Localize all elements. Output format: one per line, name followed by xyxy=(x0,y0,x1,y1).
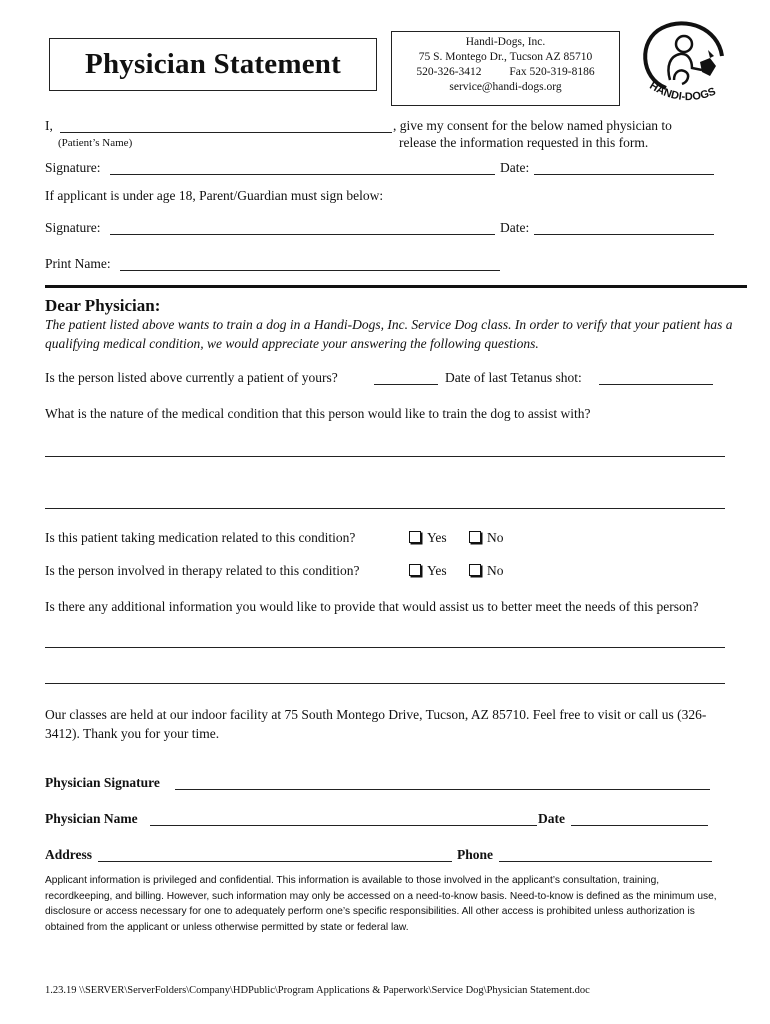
question-therapy: Is the person involved in therapy related to this condition? xyxy=(45,563,360,578)
condition-answer-line-2[interactable] xyxy=(45,508,725,509)
org-phones xyxy=(392,65,619,80)
question-additional: Is there any additional information you would like to provide that would assist us to better meet the needs of this person? xyxy=(45,599,699,614)
condition-answer-line-1[interactable] xyxy=(45,456,725,457)
question-medication: Is this patient taking medication related to this condition? xyxy=(45,530,356,545)
phone-label: Phone xyxy=(457,847,494,862)
physician-signature-line[interactable] xyxy=(175,789,710,790)
question-current-patient: Is the person listed above currently a patient of yours? xyxy=(45,370,338,385)
address-label: Address xyxy=(45,847,93,862)
current-patient-answer-line[interactable] xyxy=(374,384,438,385)
no-label: No xyxy=(487,530,504,545)
physician-name-label: Physician Name xyxy=(45,811,138,826)
guardian-date-label: Date: xyxy=(500,220,530,235)
yes-label: Yes xyxy=(427,563,447,578)
consent-prefix: I, xyxy=(45,118,53,133)
patient-date-line[interactable] xyxy=(534,174,714,175)
org-name: Handi-Dogs, Inc. xyxy=(465,36,546,48)
handi-dogs-logo xyxy=(636,18,732,120)
signature-label: Signature: xyxy=(45,160,101,175)
therapy-no-option[interactable] xyxy=(469,563,504,579)
checkbox-icon[interactable] xyxy=(469,564,481,576)
patient-signature-line[interactable] xyxy=(110,174,495,175)
medication-yes-option[interactable] xyxy=(409,530,447,546)
guardian-date-line[interactable] xyxy=(534,234,714,235)
checkbox-icon[interactable] xyxy=(469,531,481,543)
org-fax: Fax 520-319-8186 xyxy=(509,66,595,78)
consent-text-1: , give my consent for the below named physician to xyxy=(393,118,672,133)
physician-date-label: Date xyxy=(538,811,565,826)
print-name-line[interactable] xyxy=(120,270,500,271)
page-title: Physician Statement xyxy=(49,38,377,91)
guardian-note: If applicant is under age 18, Parent/Guardian must sign below: xyxy=(45,188,384,203)
classes-note: Our classes are held at our indoor facility at 75 South Montego Drive, Tucson, AZ 85710. Feel free to visit or call us (326-3412). Thank you for your time. xyxy=(45,707,707,741)
question-condition: What is the nature of the medical condition that this person would like to train the dog to assist with? xyxy=(45,406,591,421)
no-label: No xyxy=(487,563,504,578)
tetanus-date-line[interactable] xyxy=(599,384,713,385)
print-name-label: Print Name: xyxy=(45,256,111,271)
patient-name-caption: (Patient’s Name) xyxy=(58,137,133,149)
consent-text-2: release the information requested in this form. xyxy=(399,135,649,150)
org-address: 75 S. Montego Dr., Tucson AZ 85710 xyxy=(418,51,593,63)
additional-answer-line-1[interactable] xyxy=(45,647,725,648)
logo-text: HANDI-DOGS xyxy=(647,79,718,104)
phone-line[interactable] xyxy=(499,861,712,862)
org-email: service@handi-dogs.org xyxy=(449,81,562,93)
additional-answer-line-2[interactable] xyxy=(45,683,725,684)
address-line[interactable] xyxy=(98,861,452,862)
checkbox-icon[interactable] xyxy=(409,531,421,543)
date-label: Date: xyxy=(500,160,530,175)
checkbox-icon[interactable] xyxy=(409,564,421,576)
yes-label: Yes xyxy=(427,530,447,545)
guardian-signature-label: Signature: xyxy=(45,220,101,235)
physician-heading: Dear Physician: xyxy=(45,296,161,315)
org-phone: 520-326-3412 xyxy=(416,66,482,78)
medication-no-option[interactable] xyxy=(469,530,504,546)
physician-name-line[interactable] xyxy=(150,825,537,826)
physician-signature-label: Physician Signature xyxy=(45,775,160,790)
physician-intro: The patient listed above wants to train a dog in a Handi-Dogs, Inc. Service Dog class. In order to verify that your patient has a qualifying medical condition, we would appreciate your answering the following questions. xyxy=(45,317,733,351)
guardian-signature-line[interactable] xyxy=(110,234,495,235)
physician-date-line[interactable] xyxy=(571,825,708,826)
confidentiality-notice: Applicant information is privileged and confidential. This information is available to those involved in the applicant’s consultation, training, recordkeeping, and billing. However, such information may only be accessed on a need-to-know basis. Need-to-know is defined as the minimum use, disclosure or access necessary for one to adequately perform one’s specific responsibilities. All other access is prohibited unless authorization is obtained from the applicant or unless otherwise permitted by state or federal law. xyxy=(45,875,717,933)
patient-name-line[interactable] xyxy=(60,132,392,133)
document-path-footer: 1.23.19 \\SERVER\ServerFolders\Company\HDPublic\Program Applications & Paperwork\Service Dog\Physician Statement.doc xyxy=(45,985,590,996)
org-contact-box xyxy=(391,31,620,106)
question-tetanus: Date of last Tetanus shot: xyxy=(445,370,582,385)
therapy-yes-option[interactable] xyxy=(409,563,447,579)
section-divider xyxy=(45,285,747,288)
